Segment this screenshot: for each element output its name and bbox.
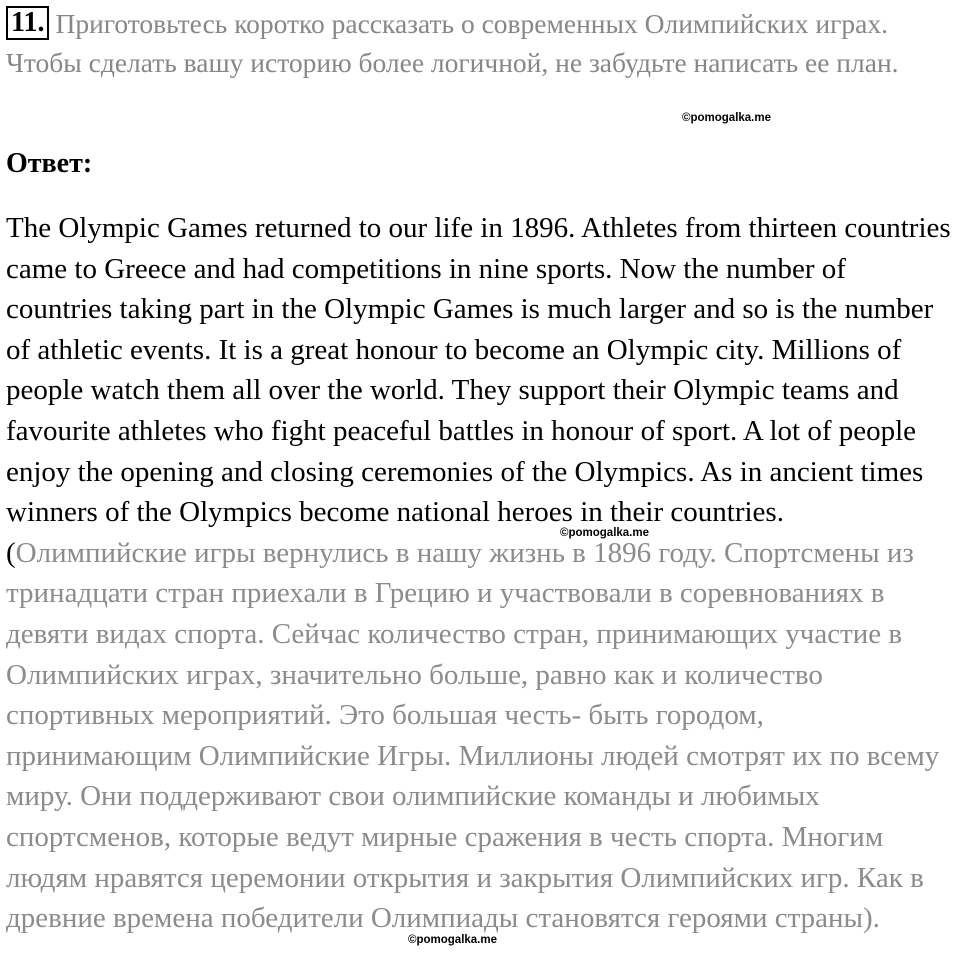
task-text: Приготовьтесь коротко рассказать о современных Олимпийских играх. Чтобы сделать вашу историю более логичной, не забудьте написать ее план. [6, 8, 899, 78]
answer-russian-translation: Олимпийские игры вернулись в нашу жизнь в 1896 году. Спортсмены из тринадцати стран приехали в Грецию и участвовали в соревнованиях в девяти видах спорта. Сейчас количество стран, принимающих участие в Олимпийских играх, значительно больше, равно как и количество спортивных мероприятий. Это большая честь- быть городом, принимающим Олимпийские Игры. Миллионы людей смотрят их по всему миру. Они поддерживают свои олимпийские команды и любимых спортсменов, которые ведут мирные сражения в честь спорта. Многим людям нравятся церемонии открытия и закрытия Олимпийских игр. Как в древние времена победители Олимпиады становятся героями страны). [6, 536, 940, 935]
answer-english: The Olympic Games returned to our life in 1896. Athletes from thirteen countries came to Greece and had competitions in nine sports. Now the number of countries taking part in the Olympic Games is much larger and so is the number of athletic events. It is a great honour to become an Olympic city. Millions of people watch them all over the world. They support their Olympic teams and favourite athletes who fight peaceful battles in honour of sport. A lot of people enjoy the opening and closing ceremonies of the Olympics. As in ancient times winners of the Olympics become national heroes in their countries. ( [6, 212, 951, 569]
task-number: 11. [6, 6, 49, 40]
watermark-top: ©pomogalka.me [682, 112, 771, 124]
task-statement [6, 4, 951, 82]
answer-text [6, 208, 956, 939]
answer-heading: Ответ: [6, 148, 93, 179]
watermark-bottom: ©pomogalka.me [408, 934, 497, 946]
watermark-middle: ©pomogalka.me [560, 527, 649, 539]
